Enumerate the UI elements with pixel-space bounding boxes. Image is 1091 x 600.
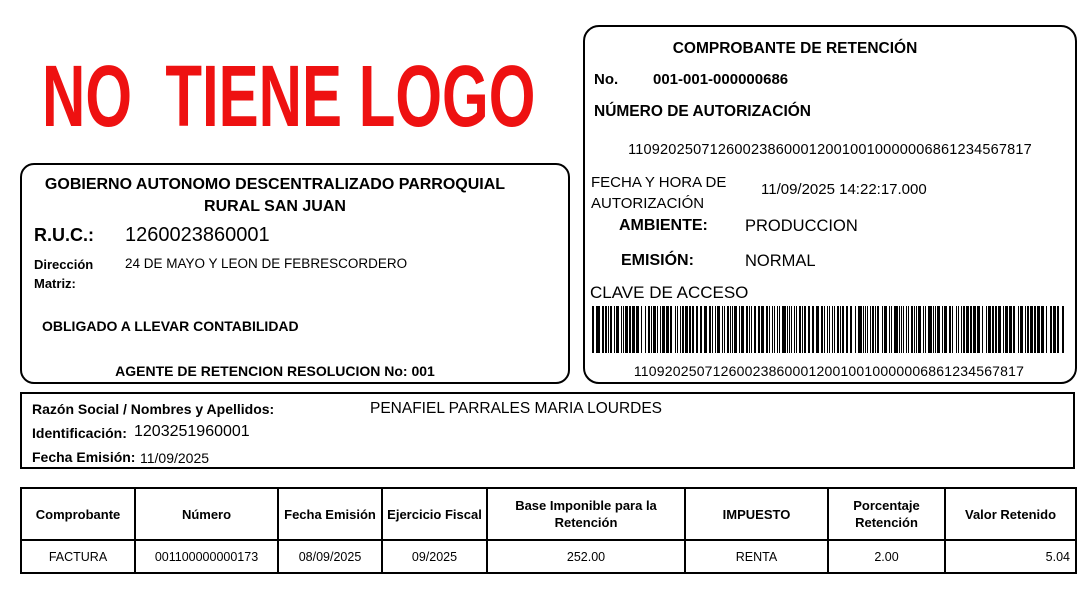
emitter-name-line1: GOBIERNO AUTONOMO DESCENTRALIZADO PARROQUIAL [44, 176, 506, 193]
col-header-impuesto: IMPUESTO [685, 488, 828, 540]
retencion-table [20, 487, 1077, 574]
col-header-ejercicio-fiscal: Ejercicio Fiscal [382, 488, 487, 540]
razon-social-value: PENAFIEL PARRALES MARIA LOURDES [370, 400, 663, 417]
col-header-porcentaje: Porcentaje Retención [828, 488, 945, 540]
authorization-number-label: NÚMERO DE AUTORIZACIÓN [594, 103, 811, 120]
emitter-name-line2: RURAL SAN JUAN [204, 198, 346, 215]
obligado-contabilidad-text: OBLIGADO A LLEVAR CONTABILIDAD [42, 318, 299, 334]
emitter-name [22, 174, 568, 218]
cell-base-imponible: 252.00 [487, 540, 685, 573]
cell-ejercicio-fiscal: 09/2025 [382, 540, 487, 573]
agente-retencion-text: AGENTE DE RETENCION RESOLUCION No: 001 [115, 363, 435, 379]
identificacion-value: 1203251960001 [134, 423, 250, 440]
clave-acceso-label: CLAVE DE ACCESO [590, 283, 749, 302]
cell-fecha-emision: 08/09/2025 [278, 540, 382, 573]
col-header-valor-retenido: Valor Retenido [945, 488, 1076, 540]
col-header-numero: Número [135, 488, 278, 540]
direccion-matriz-label: Dirección Matriz: [34, 257, 94, 291]
emitter-info-box [20, 163, 570, 384]
authorization-number-value: 1109202507126002386000120010010000006861234567817 [628, 142, 1032, 158]
ambiente-label: AMBIENTE: [619, 217, 708, 234]
direccion-matriz-value: 24 DE MAYO Y LEON DE FEBRESCORDERO [125, 256, 408, 271]
emision-label: EMISIÓN: [621, 252, 694, 269]
customer-info-box [20, 392, 1075, 469]
razon-social-label: Razón Social / Nombres y Apellidos: [32, 401, 275, 417]
table-header-row [21, 488, 1076, 540]
identificacion-label: Identificación: [32, 425, 127, 441]
cell-valor-retenido: 5.04 [945, 540, 1076, 573]
no-logo-placeholder-text: NO TIENE LOGO [42, 47, 536, 145]
document-number-label: No. [594, 71, 619, 88]
col-header-base-imponible: Base Imponible para la Retención [487, 488, 685, 540]
clave-acceso-value: 1109202507126002386000120010010000006861234567817 [633, 363, 1025, 379]
clave-acceso-barcode [592, 306, 1066, 353]
emision-value: NORMAL [745, 252, 816, 270]
table-row [21, 540, 1076, 573]
col-header-fecha-emision: Fecha Emisión [278, 488, 382, 540]
ruc-value: 1260023860001 [125, 224, 270, 246]
document-number-value: 001-001-000000686 [653, 71, 789, 88]
cell-numero: 001100000000173 [135, 540, 278, 573]
fecha-emision-value: 11/09/2025 [140, 450, 210, 466]
cell-impuesto: RENTA [685, 540, 828, 573]
cell-comprobante: FACTURA [21, 540, 135, 573]
cell-porcentaje: 2.00 [828, 540, 945, 573]
authorization-datetime-label: FECHA Y HORA DE AUTORIZACIÓN [591, 174, 727, 212]
col-header-comprobante: Comprobante [21, 488, 135, 540]
comprobante-info-box [583, 25, 1077, 384]
document-title: COMPROBANTE DE RETENCIÓN [672, 40, 918, 57]
ruc-label: R.U.C.: [34, 225, 94, 245]
authorization-datetime-value: 11/09/2025 14:22:17.000 [761, 181, 927, 198]
ambiente-value: PRODUCCION [745, 217, 858, 235]
fecha-emision-label: Fecha Emisión: [32, 449, 136, 465]
